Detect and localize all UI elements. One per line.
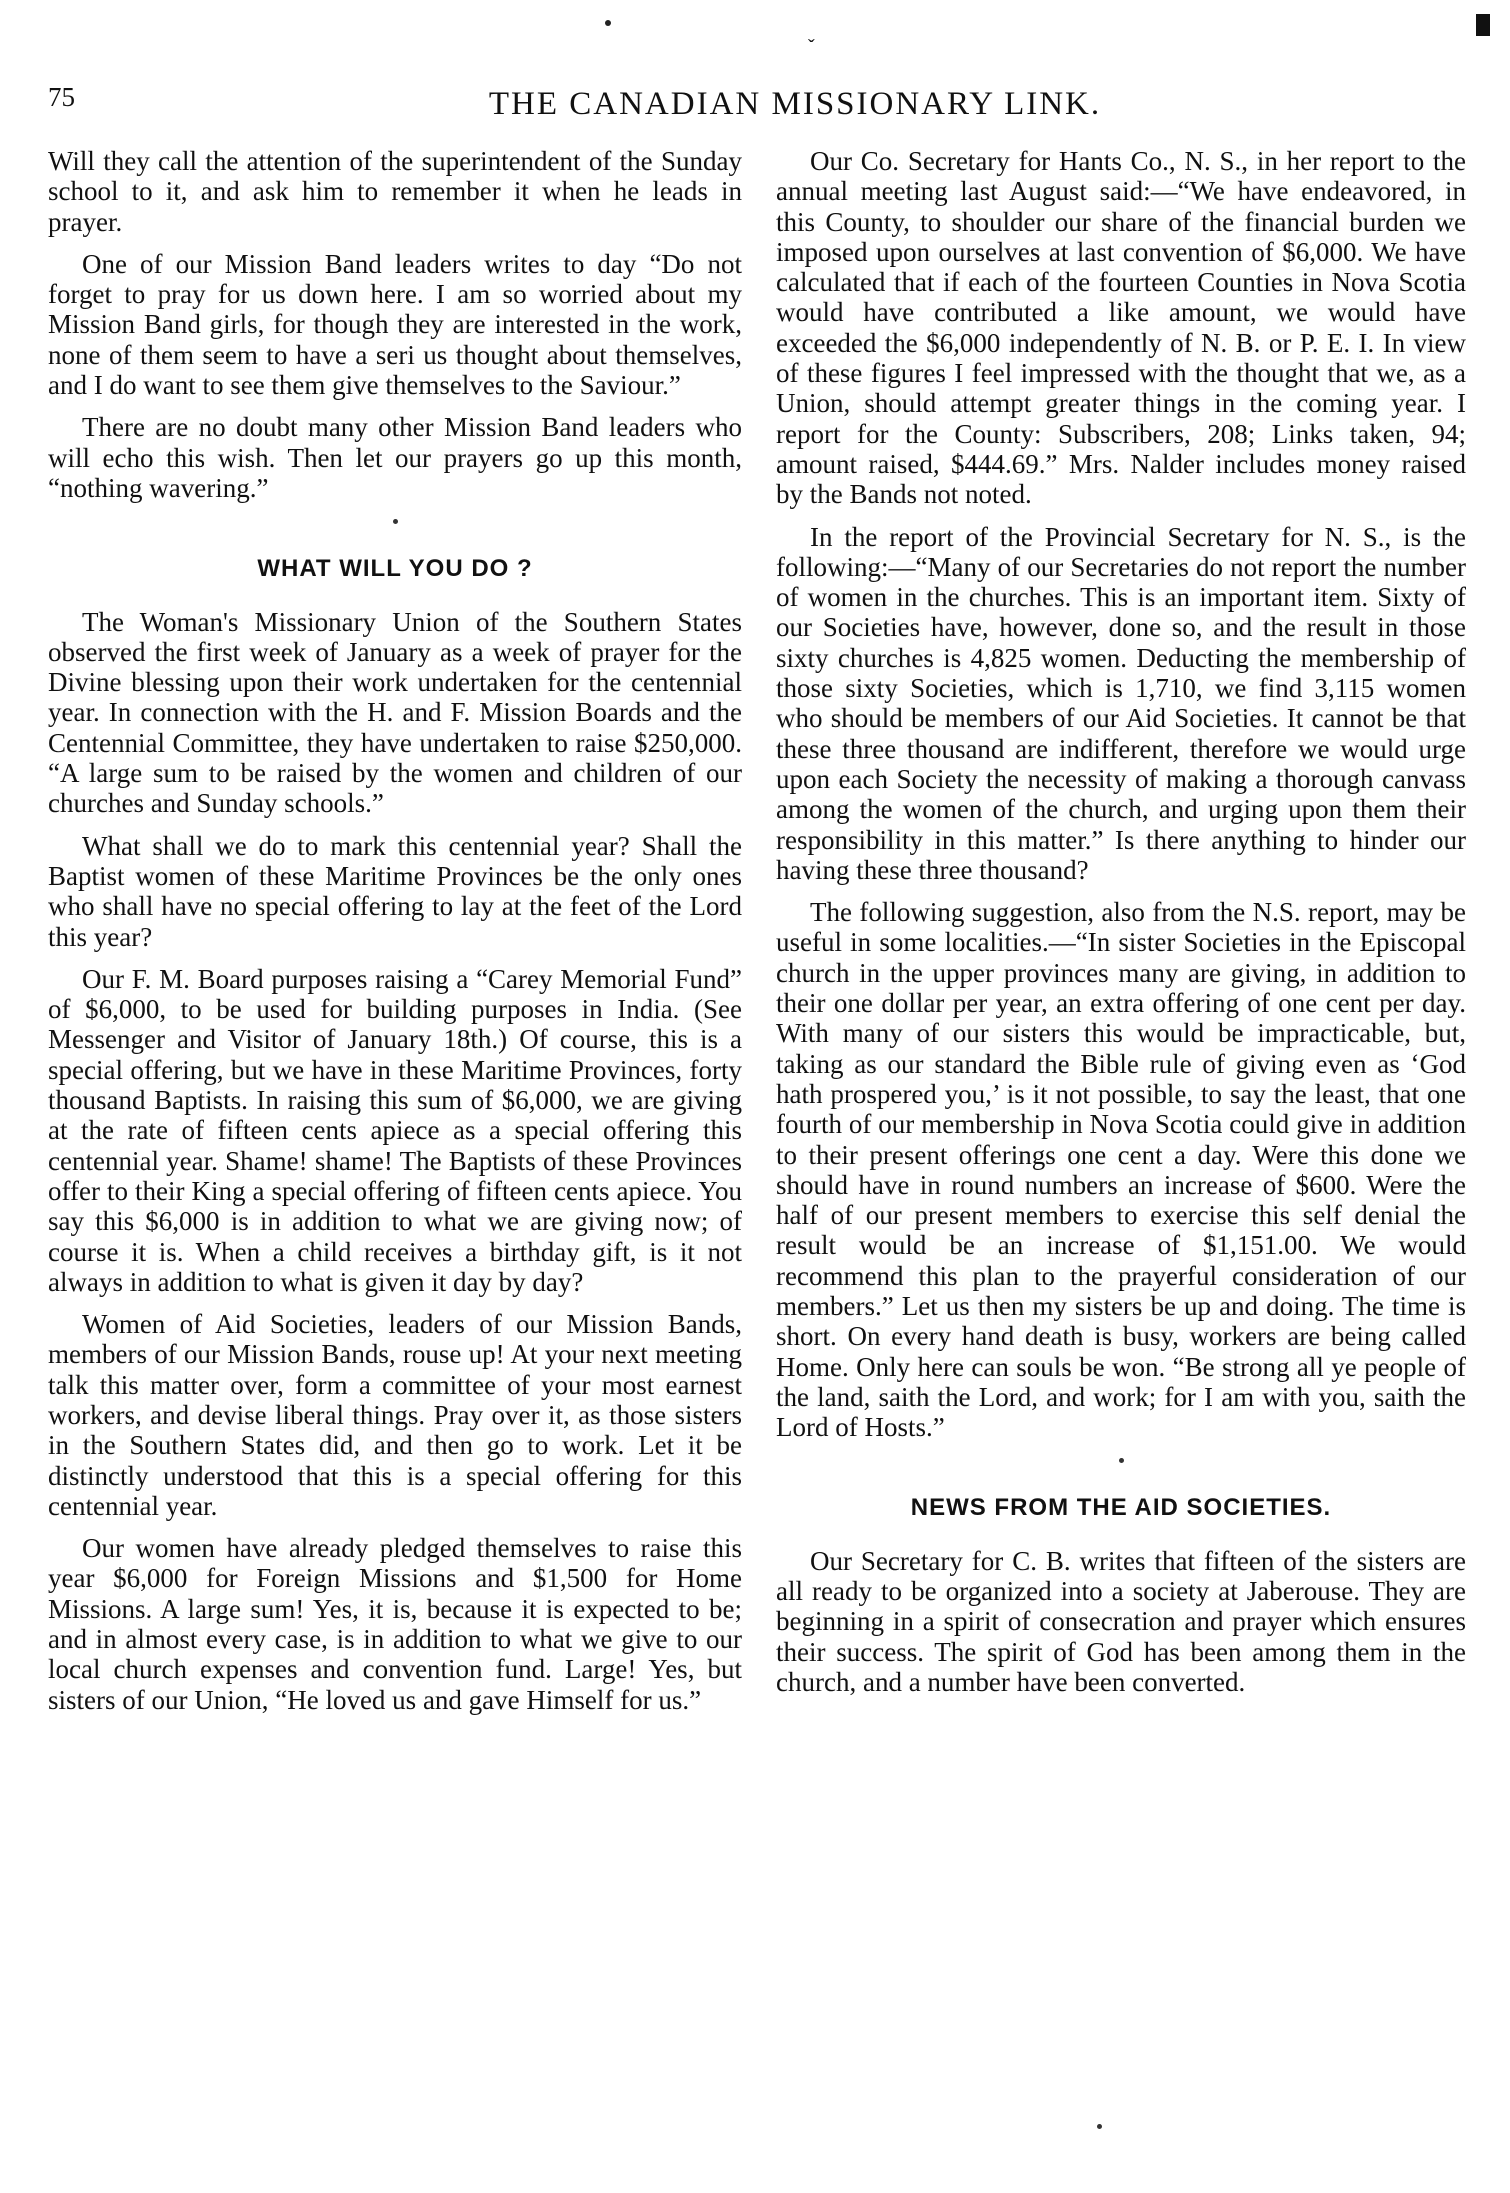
section-heading: WHAT WILL YOU DO ? bbox=[257, 555, 533, 583]
paragraph: Our Secretary for C. B. writes that fifteen of the sisters are all ready to be organized into a society at Jaberouse. They are beginning in a spirit of consecration and prayer which ensures their success. The spirit of God has been among them in the church, and a number have been converted. bbox=[776, 1545, 1466, 1697]
paragraph: In the report of the Provincial Secretary for N. S., is the following:—“Many of our Secretaries do not report the number of women in the churches. This is an important item. Sixty of our Societies have, however, done so, and the result in those sixty churches is 4,825 women. Deducting the membership of those sixty Societies, which is 1,710, we find 3,115 women who should be members of our Aid Societies. It cannot be that these three thousand are indifferent, therefore we would urge upon each Society the necessity of making a thorough canvass among the women of the church, and urging upon them their responsibility in this matter.” Is there anything to hinder our having these three thousand? bbox=[776, 521, 1466, 885]
corner-mark bbox=[1476, 14, 1490, 36]
separator-dot bbox=[393, 519, 398, 524]
print-speck-bottom bbox=[1097, 2124, 1102, 2129]
paragraph: Our F. M. Board purposes raising a “Carey Memorial Fund” of $6,000, to be used for building purposes in India. (See Messenger and Visitor of January 18th.) Of course, this is a special offering, but we have in these Maritime Provinces, forty thousand Baptists. In raising this sum of $6,000, we are giving at the rate of fifteen cents apiece as a special offering this centennial year. Shame! shame! The Baptists of these Provinces offer to their King a special offering of fifteen cents apiece. You say this $6,000 is in addition to what we are giving now; of course it is. When a child receives a birthday gift, is it not always in addition to what is given it day by day? bbox=[48, 963, 742, 1297]
paragraph: Will they call the attention of the superintendent of the Sunday school to it, and ask him to remember it when he leads in prayer. bbox=[48, 146, 742, 237]
separator-dot bbox=[1119, 1458, 1124, 1463]
left-column bbox=[48, 146, 742, 1727]
right-column bbox=[776, 146, 1466, 1709]
paragraph: One of our Mission Band leaders writes to day “Do not forget to pray for us down here. I am so worried about my Mission Band girls, for though they are interested in the work, none of them seem to have a seri us thought about themselves, and I do want to see them give themselves to the Saviour.” bbox=[48, 248, 742, 401]
paragraph: Women of Aid Societies, leaders of our Mission Bands, members of our Mission Bands, rouse up! At your next meeting talk this matter over, form a committee of your most earnest workers, and devise liberal things. Pray over it, as those sisters in the Southern States did, and then go to work. Let it be distinctly understood that this is a special offering for this centennial year. bbox=[48, 1309, 742, 1521]
paragraph: There are no doubt many other Mission Band leaders who will echo this wish. Then let our prayers go up this month, “nothing wavering.” bbox=[48, 412, 742, 503]
page-number: 75 bbox=[48, 82, 75, 112]
print-speck-2: ˇ bbox=[808, 36, 815, 58]
paragraph: The Woman's Missionary Union of the Southern States observed the first week of January as a week of prayer for the Divine blessing upon their work undertaken for the centennial year. In connection with the H. and F. Mission Boards and the Centennial Committee, they have undertaken to raise $250,000. “A large sum to be raised by the women and children of our churches and Sunday schools.” bbox=[48, 606, 742, 819]
paragraph: Our women have already pledged themselves to raise this year $6,000 for Foreign Missions and $1,500 for Home Missions. A large sum! Yes, it is, because it is expected to be; and in almost every case, is in addition to what we give to our local church expenses and convention fund. Large! Yes, but sisters of our Union, “He loved us and gave Himself for us.” bbox=[48, 1533, 742, 1715]
paragraph: What shall we do to mark this centennial year? Shall the Baptist women of these Maritime Provinces be the only ones who shall have no special offering to lay at the feet of the Lord this year? bbox=[48, 830, 742, 952]
running-title: THE CANADIAN MISSIONARY LINK. bbox=[488, 86, 1102, 122]
paragraph: The following suggestion, also from the N.S. report, may be useful in some localities.—“In sister Societies in the Episcopal church in the upper provinces many are giving, in addition to their one dollar per year, an extra offering of one cent per day. With many of our sisters this would be impracticable, but, taking as our standard the Bible rule of giving even as ‘God hath prospered you,’ is it not possible, to say the least, that one fourth of our membership in Nova Scotia could give in addition to their present offerings one cent a day. Were this done we should have in round numbers an increase of $600. Were the half of our present members to exercise this self denial the result would be an increase of $1,151.00. We would recommend this plan to the prayerful consideration of our members.” Let us then my sisters be up and doing. The time is short. On every hand death is busy, workers are being called Home. Only here can souls be won. “Be strong all ye people of the land, saith the Lord, and work; for I am with you, saith the Lord of Hosts.” bbox=[776, 897, 1466, 1443]
paragraph: Our Co. Secretary for Hants Co., N. S., in her report to the annual meeting last August said:—“We have endeavored, in this County, to shoulder our share of the financial burden we imposed upon ourselves at last convention of $6,000. We have calculated that if each of the fourteen Counties in Nova Scotia would have contributed a like amount, we would have exceeded the $6,000 independently of N. B. or P. E. I. In view of these figures I feel impressed with the thought that we, as a Union, should attempt greater things in the coming year. I report for the County: Subscribers, 208; Links taken, 94; amount raised, $444.69.” Mrs. Nalder includes money raised by the Bands not noted. bbox=[776, 146, 1466, 510]
print-speck bbox=[605, 20, 611, 26]
section-heading: NEWS FROM THE AID SOCIETIES. bbox=[910, 1494, 1332, 1522]
